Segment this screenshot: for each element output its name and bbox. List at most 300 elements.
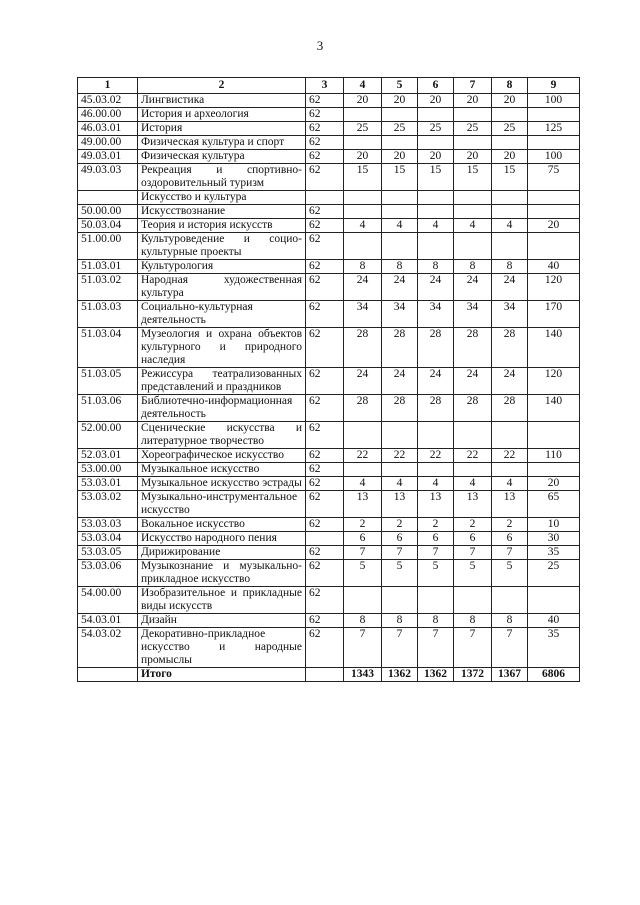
row-code: 51.03.05 <box>78 368 138 395</box>
row-col7 <box>454 587 492 614</box>
table-row <box>78 136 580 150</box>
row-col8: 25 <box>492 122 528 136</box>
row-col4: 24 <box>344 274 382 301</box>
total-label: Итого <box>138 668 306 682</box>
total-row-col6: 1362 <box>418 668 454 682</box>
row-col4: 20 <box>344 94 382 108</box>
row-name: Музыкальное искусство <box>138 463 306 477</box>
table-row <box>78 150 580 164</box>
row-col6: 8 <box>418 614 454 628</box>
row-col9: 125 <box>528 122 580 136</box>
row-col5 <box>382 205 418 219</box>
row-col3: 62 <box>306 136 344 150</box>
column-header: 2 <box>138 78 306 94</box>
row-code: 53.03.02 <box>78 491 138 518</box>
row-col5: 8 <box>382 260 418 274</box>
row-name: Теория и история искусств <box>138 219 306 233</box>
row-code: 50.03.04 <box>78 219 138 233</box>
row-col9: 140 <box>528 328 580 368</box>
row-col3: 62 <box>306 94 344 108</box>
row-col5: 34 <box>382 301 418 328</box>
row-col5 <box>382 463 418 477</box>
row-col5: 28 <box>382 395 418 422</box>
table-row <box>78 422 580 449</box>
row-col7: 28 <box>454 395 492 422</box>
table-row <box>78 628 580 668</box>
row-code: 53.03.04 <box>78 532 138 546</box>
row-col5: 7 <box>382 628 418 668</box>
row-name: Культурология <box>138 260 306 274</box>
row-code: 46.00.00 <box>78 108 138 122</box>
row-col5 <box>382 422 418 449</box>
row-code: 46.03.01 <box>78 122 138 136</box>
row-col7: 24 <box>454 274 492 301</box>
table-row <box>78 164 580 191</box>
row-name: Изобразительное и прикладные виды искусств <box>138 587 306 614</box>
row-col8: 28 <box>492 395 528 422</box>
row-col4: 34 <box>344 301 382 328</box>
row-name: Физическая культура и спорт <box>138 136 306 150</box>
row-name: Искусствознание <box>138 205 306 219</box>
table-row <box>78 491 580 518</box>
row-col6: 24 <box>418 274 454 301</box>
row-col9 <box>528 463 580 477</box>
total-row-col9: 6806 <box>528 668 580 682</box>
row-col4 <box>344 233 382 260</box>
row-col7: 28 <box>454 328 492 368</box>
table-row <box>78 395 580 422</box>
row-col4: 4 <box>344 477 382 491</box>
row-col3: 62 <box>306 274 344 301</box>
row-name: Физическая культура <box>138 150 306 164</box>
row-col4: 24 <box>344 368 382 395</box>
row-col7: 5 <box>454 560 492 587</box>
row-col8: 8 <box>492 260 528 274</box>
table-row <box>78 205 580 219</box>
row-col7: 34 <box>454 301 492 328</box>
row-col8: 24 <box>492 274 528 301</box>
row-col8 <box>492 422 528 449</box>
row-name: Музыкально-инструментальное искусство <box>138 491 306 518</box>
row-col6: 20 <box>418 150 454 164</box>
row-col8: 20 <box>492 94 528 108</box>
row-col6: 8 <box>418 260 454 274</box>
row-col7 <box>454 463 492 477</box>
row-col9: 20 <box>528 219 580 233</box>
row-col4 <box>344 205 382 219</box>
row-col8: 4 <box>492 477 528 491</box>
table-row <box>78 368 580 395</box>
row-col4: 6 <box>344 532 382 546</box>
row-col8 <box>492 108 528 122</box>
row-name: Искусство и культура <box>138 191 306 205</box>
row-col5: 22 <box>382 449 418 463</box>
row-col4: 28 <box>344 395 382 422</box>
row-col9: 120 <box>528 274 580 301</box>
total-row-col3 <box>306 668 344 682</box>
page-number: 3 <box>316 38 324 53</box>
row-col6 <box>418 205 454 219</box>
column-header: 5 <box>382 78 418 94</box>
row-col3: 62 <box>306 328 344 368</box>
table-row <box>78 108 580 122</box>
row-col3: 62 <box>306 150 344 164</box>
row-col7 <box>454 108 492 122</box>
row-code: 51.03.04 <box>78 328 138 368</box>
row-col3: 62 <box>306 219 344 233</box>
row-col3: 62 <box>306 463 344 477</box>
row-col5: 7 <box>382 546 418 560</box>
row-col4: 20 <box>344 150 382 164</box>
row-col7: 20 <box>454 94 492 108</box>
row-col3: 62 <box>306 477 344 491</box>
table-row <box>78 560 580 587</box>
row-col3: 62 <box>306 587 344 614</box>
row-col6 <box>418 422 454 449</box>
row-name: Музеология и охрана объектов культурного и природного наследия <box>138 328 306 368</box>
row-col3: 62 <box>306 108 344 122</box>
row-col9: 75 <box>528 164 580 191</box>
row-col6: 20 <box>418 94 454 108</box>
column-header: 3 <box>306 78 344 94</box>
row-col3: 62 <box>306 205 344 219</box>
row-col3: 62 <box>306 614 344 628</box>
row-col8: 7 <box>492 628 528 668</box>
row-col4 <box>344 191 382 205</box>
row-col6: 15 <box>418 164 454 191</box>
row-col8: 8 <box>492 614 528 628</box>
row-col4: 4 <box>344 219 382 233</box>
row-col3: 62 <box>306 395 344 422</box>
row-col3: 62 <box>306 368 344 395</box>
row-code: 53.03.03 <box>78 518 138 532</box>
row-col8 <box>492 587 528 614</box>
row-name: Сценические искусства и литературное творчество <box>138 422 306 449</box>
row-col7: 7 <box>454 546 492 560</box>
row-col3: 62 <box>306 560 344 587</box>
row-name: Режиссура театрализованных представлений и праздников <box>138 368 306 395</box>
row-code: 51.00.00 <box>78 233 138 260</box>
row-col8: 28 <box>492 328 528 368</box>
row-col8: 5 <box>492 560 528 587</box>
row-code: 54.03.01 <box>78 614 138 628</box>
row-code: 52.03.01 <box>78 449 138 463</box>
row-col6 <box>418 463 454 477</box>
row-code: 53.03.06 <box>78 560 138 587</box>
row-name: Лингвистика <box>138 94 306 108</box>
row-col9 <box>528 422 580 449</box>
row-col9: 30 <box>528 532 580 546</box>
row-col8: 20 <box>492 150 528 164</box>
row-col7: 8 <box>454 614 492 628</box>
row-code: 51.03.03 <box>78 301 138 328</box>
column-header: 1 <box>78 78 138 94</box>
row-col9: 100 <box>528 94 580 108</box>
row-col3: 62 <box>306 628 344 668</box>
table-row <box>78 546 580 560</box>
row-col6: 25 <box>418 122 454 136</box>
row-code: 53.03.05 <box>78 546 138 560</box>
row-col8 <box>492 205 528 219</box>
table-row <box>78 463 580 477</box>
row-col9: 120 <box>528 368 580 395</box>
row-col9 <box>528 108 580 122</box>
row-code: 51.03.02 <box>78 274 138 301</box>
row-col3: 62 <box>306 301 344 328</box>
table-row <box>78 219 580 233</box>
row-col4: 15 <box>344 164 382 191</box>
row-col3: 62 <box>306 518 344 532</box>
row-code: 53.03.01 <box>78 477 138 491</box>
row-col9 <box>528 136 580 150</box>
row-col9 <box>528 587 580 614</box>
total-row-col4: 1343 <box>344 668 382 682</box>
row-col5: 5 <box>382 560 418 587</box>
row-col7: 24 <box>454 368 492 395</box>
table-row <box>78 532 580 546</box>
row-col5: 8 <box>382 614 418 628</box>
row-col4: 13 <box>344 491 382 518</box>
row-col6: 4 <box>418 219 454 233</box>
row-name: История <box>138 122 306 136</box>
row-col8: 15 <box>492 164 528 191</box>
row-col3: 62 <box>306 546 344 560</box>
table-row <box>78 94 580 108</box>
row-name: Вокальное искусство <box>138 518 306 532</box>
row-col9: 110 <box>528 449 580 463</box>
row-code: 51.03.01 <box>78 260 138 274</box>
table-row <box>78 518 580 532</box>
row-col6: 7 <box>418 546 454 560</box>
row-code: 45.03.02 <box>78 94 138 108</box>
row-name: Музыкальное искусство эстрады <box>138 477 306 491</box>
row-col8 <box>492 136 528 150</box>
row-col4: 7 <box>344 628 382 668</box>
table-row <box>78 614 580 628</box>
row-col6 <box>418 191 454 205</box>
row-col7: 4 <box>454 219 492 233</box>
row-col6 <box>418 233 454 260</box>
row-name: Дизайн <box>138 614 306 628</box>
row-name: Декоративно-прикладное искусство и народные промыслы <box>138 628 306 668</box>
row-col9: 40 <box>528 260 580 274</box>
total-row-col8: 1367 <box>492 668 528 682</box>
row-col6: 13 <box>418 491 454 518</box>
row-col6: 4 <box>418 477 454 491</box>
row-name: Рекреация и спортивно-оздоровительный туризм <box>138 164 306 191</box>
row-col6: 28 <box>418 328 454 368</box>
row-name: Искусство народного пения <box>138 532 306 546</box>
total-row-col7: 1372 <box>454 668 492 682</box>
row-col6: 34 <box>418 301 454 328</box>
row-col5: 28 <box>382 328 418 368</box>
row-col5: 6 <box>382 532 418 546</box>
row-col5: 24 <box>382 274 418 301</box>
table-row <box>78 122 580 136</box>
row-col7: 4 <box>454 477 492 491</box>
row-col8: 4 <box>492 219 528 233</box>
row-code: 49.03.01 <box>78 150 138 164</box>
row-name: Социально-культурная деятельность <box>138 301 306 328</box>
row-col6 <box>418 136 454 150</box>
row-code: 51.03.06 <box>78 395 138 422</box>
row-col7: 15 <box>454 164 492 191</box>
row-col3: 62 <box>306 260 344 274</box>
row-col5: 2 <box>382 518 418 532</box>
row-col4 <box>344 108 382 122</box>
row-col6: 5 <box>418 560 454 587</box>
table-row <box>78 233 580 260</box>
row-col4: 2 <box>344 518 382 532</box>
row-col7 <box>454 205 492 219</box>
row-col9: 140 <box>528 395 580 422</box>
row-name: Народная художественная культура <box>138 274 306 301</box>
row-col4: 8 <box>344 260 382 274</box>
row-col4: 7 <box>344 546 382 560</box>
row-col5: 24 <box>382 368 418 395</box>
row-col7: 6 <box>454 532 492 546</box>
row-name: Музыкознание и музыкально-прикладное искусство <box>138 560 306 587</box>
table-body <box>78 94 580 682</box>
row-col4: 8 <box>344 614 382 628</box>
row-col9 <box>528 191 580 205</box>
row-col3 <box>306 532 344 546</box>
row-col9: 170 <box>528 301 580 328</box>
row-col8: 34 <box>492 301 528 328</box>
row-col7 <box>454 191 492 205</box>
row-code: 54.03.02 <box>78 628 138 668</box>
row-col8: 6 <box>492 532 528 546</box>
row-col4 <box>344 463 382 477</box>
row-col9: 10 <box>528 518 580 532</box>
row-col7: 20 <box>454 150 492 164</box>
row-col3: 62 <box>306 491 344 518</box>
column-header: 7 <box>454 78 492 94</box>
row-col9 <box>528 233 580 260</box>
table-row <box>78 301 580 328</box>
total-row-code <box>78 668 138 682</box>
row-col5 <box>382 191 418 205</box>
row-col6: 24 <box>418 368 454 395</box>
row-col3: 62 <box>306 422 344 449</box>
row-col5: 4 <box>382 219 418 233</box>
column-header: 6 <box>418 78 454 94</box>
table-row <box>78 274 580 301</box>
row-col9: 20 <box>528 477 580 491</box>
row-col5: 25 <box>382 122 418 136</box>
table-row <box>78 191 580 205</box>
row-col9: 65 <box>528 491 580 518</box>
table-row <box>78 449 580 463</box>
row-col7 <box>454 422 492 449</box>
row-name: Культуроведение и социо-культурные проекты <box>138 233 306 260</box>
row-name: Библиотечно-информационная деятельность <box>138 395 306 422</box>
table-row <box>78 328 580 368</box>
row-code <box>78 191 138 205</box>
row-col7: 8 <box>454 260 492 274</box>
row-col5: 15 <box>382 164 418 191</box>
row-code: 52.00.00 <box>78 422 138 449</box>
row-col8 <box>492 463 528 477</box>
row-col6 <box>418 587 454 614</box>
row-col4: 5 <box>344 560 382 587</box>
table-header-row <box>78 78 580 94</box>
column-header: 9 <box>528 78 580 94</box>
row-col5 <box>382 587 418 614</box>
row-col9: 35 <box>528 628 580 668</box>
table-row <box>78 477 580 491</box>
row-col6: 6 <box>418 532 454 546</box>
row-col4 <box>344 422 382 449</box>
row-col3: 62 <box>306 122 344 136</box>
row-col3: 62 <box>306 449 344 463</box>
row-col5: 20 <box>382 150 418 164</box>
row-col5 <box>382 233 418 260</box>
row-col9: 100 <box>528 150 580 164</box>
table-row <box>78 260 580 274</box>
row-col7: 22 <box>454 449 492 463</box>
row-col4 <box>344 136 382 150</box>
row-col4 <box>344 587 382 614</box>
row-col3 <box>306 191 344 205</box>
row-col4: 28 <box>344 328 382 368</box>
row-col6: 22 <box>418 449 454 463</box>
row-code: 50.00.00 <box>78 205 138 219</box>
row-col9: 35 <box>528 546 580 560</box>
row-col5 <box>382 108 418 122</box>
row-col9: 40 <box>528 614 580 628</box>
row-col7 <box>454 233 492 260</box>
row-col8 <box>492 191 528 205</box>
row-col8: 13 <box>492 491 528 518</box>
row-code: 49.00.00 <box>78 136 138 150</box>
row-name: Хореографическое искусство <box>138 449 306 463</box>
row-code: 53.00.00 <box>78 463 138 477</box>
column-header: 8 <box>492 78 528 94</box>
row-code: 54.00.00 <box>78 587 138 614</box>
enrollment-table <box>77 77 580 682</box>
row-col4: 25 <box>344 122 382 136</box>
row-col9: 25 <box>528 560 580 587</box>
row-col6: 2 <box>418 518 454 532</box>
row-col8: 2 <box>492 518 528 532</box>
row-col7 <box>454 136 492 150</box>
row-col7: 7 <box>454 628 492 668</box>
row-col5: 4 <box>382 477 418 491</box>
row-col7: 13 <box>454 491 492 518</box>
row-col5: 20 <box>382 94 418 108</box>
total-row <box>78 668 580 682</box>
row-name: Дирижирование <box>138 546 306 560</box>
row-name: История и археология <box>138 108 306 122</box>
row-col6 <box>418 108 454 122</box>
row-col8: 22 <box>492 449 528 463</box>
column-header: 4 <box>344 78 382 94</box>
row-col5: 13 <box>382 491 418 518</box>
total-row-col5: 1362 <box>382 668 418 682</box>
row-col5 <box>382 136 418 150</box>
row-col4: 22 <box>344 449 382 463</box>
row-col3: 62 <box>306 164 344 191</box>
table-row <box>78 587 580 614</box>
row-col8 <box>492 233 528 260</box>
row-col6: 7 <box>418 628 454 668</box>
row-col7: 2 <box>454 518 492 532</box>
row-col6: 28 <box>418 395 454 422</box>
row-col8: 7 <box>492 546 528 560</box>
row-col9 <box>528 205 580 219</box>
row-col3: 62 <box>306 233 344 260</box>
